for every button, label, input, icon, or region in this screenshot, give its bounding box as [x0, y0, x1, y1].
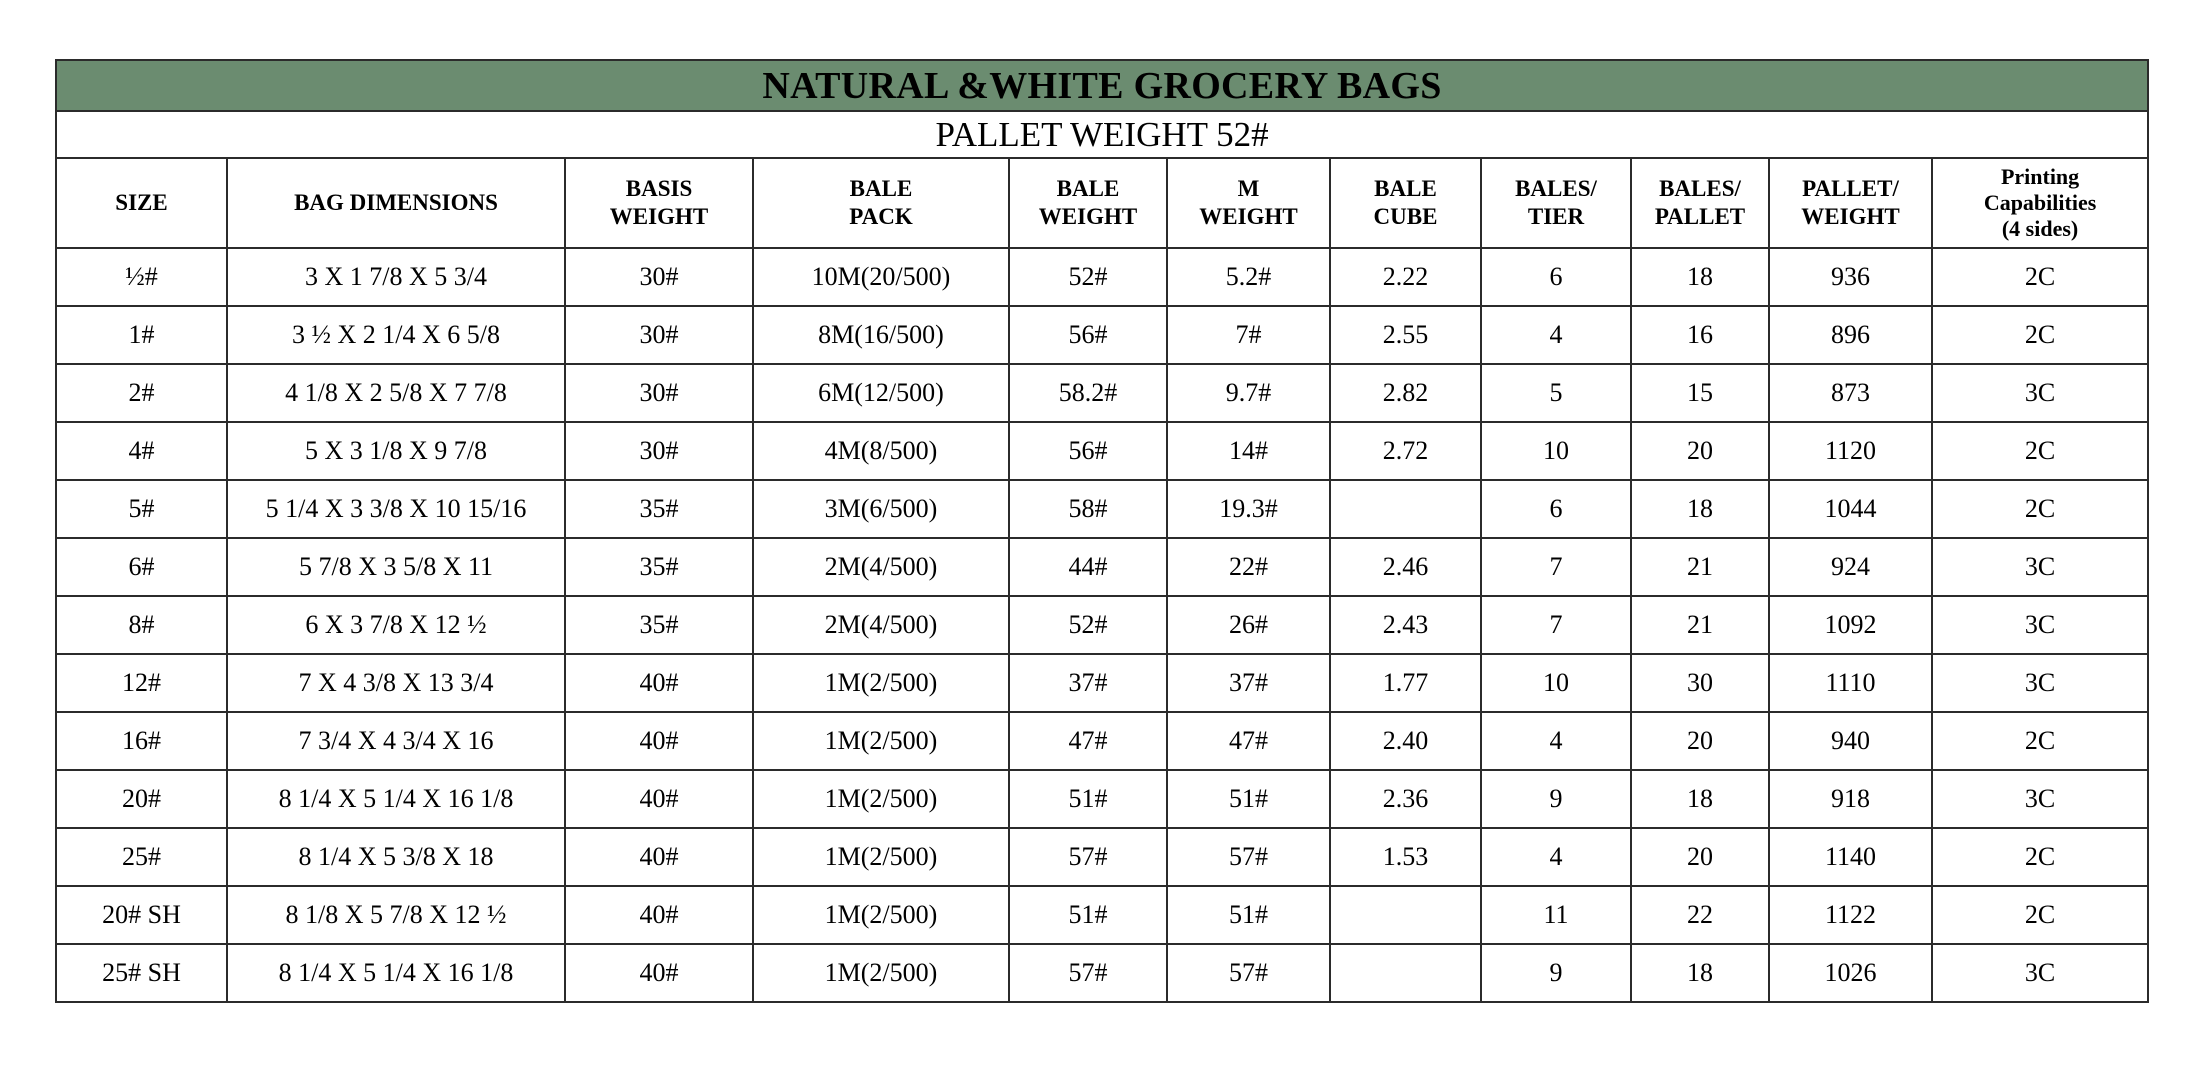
cell-printing-capabilities: 2C	[1932, 886, 2148, 944]
column-header-size	[56, 158, 227, 248]
cell-m-weight: 22#	[1167, 538, 1330, 596]
cell-bales-per-tier: 4	[1481, 828, 1631, 886]
cell-bag-dimensions: 8 1/4 X 5 3/8 X 18	[227, 828, 565, 886]
cell-bale-pack: 2M(4/500)	[753, 538, 1009, 596]
cell-bales-per-pallet: 21	[1631, 538, 1769, 596]
cell-pallet-weight: 1026	[1769, 944, 1932, 1002]
cell-bales-per-pallet: 20	[1631, 828, 1769, 886]
cell-m-weight: 37#	[1167, 654, 1330, 712]
column-header-line: BALES/	[1659, 176, 1741, 201]
cell-basis-weight: 35#	[565, 538, 753, 596]
cell-m-weight: 7#	[1167, 306, 1330, 364]
cell-m-weight: 14#	[1167, 422, 1330, 480]
cell-basis-weight: 30#	[565, 422, 753, 480]
cell-pallet-weight: 1044	[1769, 480, 1932, 538]
cell-pallet-weight: 873	[1769, 364, 1932, 422]
cell-bale-cube: 2.46	[1330, 538, 1481, 596]
cell-bales-per-pallet: 18	[1631, 480, 1769, 538]
cell-basis-weight: 40#	[565, 828, 753, 886]
table-row	[56, 886, 2148, 944]
cell-bale-pack: 10M(20/500)	[753, 248, 1009, 306]
column-header-line: WEIGHT	[1199, 204, 1298, 229]
cell-bales-per-pallet: 16	[1631, 306, 1769, 364]
cell-bale-weight: 52#	[1009, 248, 1167, 306]
cell-basis-weight: 40#	[565, 654, 753, 712]
cell-bale-pack: 1M(2/500)	[753, 886, 1009, 944]
cell-m-weight: 51#	[1167, 770, 1330, 828]
cell-bag-dimensions: 5 1/4 X 3 3/8 X 10 15/16	[227, 480, 565, 538]
cell-pallet-weight: 896	[1769, 306, 1932, 364]
cell-bag-dimensions: 8 1/4 X 5 1/4 X 16 1/8	[227, 944, 565, 1002]
column-header-basis-weight	[565, 158, 753, 248]
column-header-line: BASIS	[625, 176, 693, 201]
cell-m-weight: 5.2#	[1167, 248, 1330, 306]
cell-m-weight: 47#	[1167, 712, 1330, 770]
cell-m-weight: 51#	[1167, 886, 1330, 944]
cell-bales-per-tier: 6	[1481, 480, 1631, 538]
cell-bale-cube	[1330, 944, 1481, 1002]
column-header-bale-cube	[1330, 158, 1481, 248]
cell-bag-dimensions: 3 ½ X 2 1/4 X 6 5/8	[227, 306, 565, 364]
cell-bale-cube: 2.43	[1330, 596, 1481, 654]
cell-bales-per-tier: 9	[1481, 944, 1631, 1002]
column-header-line: BALE	[1374, 176, 1437, 201]
table-row	[56, 422, 2148, 480]
cell-size: 5#	[56, 480, 227, 538]
cell-size: 16#	[56, 712, 227, 770]
cell-bag-dimensions: 4 1/8 X 2 5/8 X 7 7/8	[227, 364, 565, 422]
cell-bales-per-tier: 11	[1481, 886, 1631, 944]
cell-printing-capabilities: 3C	[1932, 770, 2148, 828]
cell-size: 1#	[56, 306, 227, 364]
cell-bales-per-tier: 9	[1481, 770, 1631, 828]
cell-printing-capabilities: 3C	[1932, 364, 2148, 422]
table-row	[56, 712, 2148, 770]
cell-bag-dimensions: 5 7/8 X 3 5/8 X 11	[227, 538, 565, 596]
column-header-line: PALLET	[1654, 204, 1746, 229]
column-header-bales-per-tier	[1481, 158, 1631, 248]
cell-pallet-weight: 1140	[1769, 828, 1932, 886]
cell-basis-weight: 40#	[565, 712, 753, 770]
column-header-bale-pack	[753, 158, 1009, 248]
column-header-bale-weight	[1009, 158, 1167, 248]
cell-bale-cube	[1330, 480, 1481, 538]
cell-pallet-weight: 1120	[1769, 422, 1932, 480]
cell-pallet-weight: 1110	[1769, 654, 1932, 712]
cell-bale-weight: 57#	[1009, 828, 1167, 886]
cell-bales-per-pallet: 18	[1631, 944, 1769, 1002]
table-row	[56, 654, 2148, 712]
cell-bale-pack: 8M(16/500)	[753, 306, 1009, 364]
cell-bale-cube: 2.36	[1330, 770, 1481, 828]
column-header-line: TIER	[1527, 204, 1585, 229]
column-header-line: Printing	[2000, 164, 2080, 189]
column-header-line: PALLET/	[1802, 176, 1899, 201]
grocery-bags-table	[55, 59, 2149, 1003]
cell-bag-dimensions: 7 X 4 3/8 X 13 3/4	[227, 654, 565, 712]
cell-bales-per-pallet: 20	[1631, 422, 1769, 480]
cell-bag-dimensions: 7 3/4 X 4 3/4 X 16	[227, 712, 565, 770]
column-header-line: SIZE	[115, 190, 168, 215]
cell-printing-capabilities: 3C	[1932, 944, 2148, 1002]
cell-bag-dimensions: 8 1/4 X 5 1/4 X 16 1/8	[227, 770, 565, 828]
table-body	[56, 248, 2148, 1002]
column-header-line: (4 sides)	[2001, 216, 2079, 241]
cell-pallet-weight: 1122	[1769, 886, 1932, 944]
cell-bale-pack: 4M(8/500)	[753, 422, 1009, 480]
cell-bales-per-pallet: 15	[1631, 364, 1769, 422]
cell-bales-per-tier: 7	[1481, 596, 1631, 654]
cell-basis-weight: 30#	[565, 248, 753, 306]
cell-bales-per-tier: 4	[1481, 712, 1631, 770]
cell-bag-dimensions: 6 X 3 7/8 X 12 ½	[227, 596, 565, 654]
column-header-row	[56, 158, 2148, 248]
cell-bales-per-pallet: 20	[1631, 712, 1769, 770]
cell-bale-weight: 51#	[1009, 770, 1167, 828]
cell-bale-weight: 37#	[1009, 654, 1167, 712]
cell-bag-dimensions: 5 X 3 1/8 X 9 7/8	[227, 422, 565, 480]
column-header-line: WEIGHT	[1038, 204, 1138, 229]
cell-bale-weight: 52#	[1009, 596, 1167, 654]
cell-basis-weight: 40#	[565, 886, 753, 944]
cell-pallet-weight: 940	[1769, 712, 1932, 770]
cell-bale-pack: 3M(6/500)	[753, 480, 1009, 538]
column-header-line: PACK	[849, 204, 913, 229]
cell-m-weight: 9.7#	[1167, 364, 1330, 422]
cell-bale-weight: 56#	[1009, 306, 1167, 364]
cell-bag-dimensions: 8 1/8 X 5 7/8 X 12 ½	[227, 886, 565, 944]
cell-pallet-weight: 918	[1769, 770, 1932, 828]
cell-m-weight: 26#	[1167, 596, 1330, 654]
cell-bale-cube: 2.55	[1330, 306, 1481, 364]
cell-bale-weight: 47#	[1009, 712, 1167, 770]
cell-bales-per-tier: 7	[1481, 538, 1631, 596]
cell-size: 25#	[56, 828, 227, 886]
cell-bales-per-tier: 6	[1481, 248, 1631, 306]
table-row	[56, 596, 2148, 654]
column-header-line: Capabilities	[1983, 190, 2097, 215]
cell-pallet-weight: 1092	[1769, 596, 1932, 654]
cell-size: 20#	[56, 770, 227, 828]
cell-m-weight: 19.3#	[1167, 480, 1330, 538]
cell-size: 25# SH	[56, 944, 227, 1002]
cell-bale-pack: 1M(2/500)	[753, 828, 1009, 886]
cell-printing-capabilities: 3C	[1932, 538, 2148, 596]
cell-bales-per-pallet: 18	[1631, 248, 1769, 306]
cell-bales-per-pallet: 21	[1631, 596, 1769, 654]
column-header-bag-dimensions	[227, 158, 565, 248]
cell-bale-pack: 1M(2/500)	[753, 944, 1009, 1002]
cell-printing-capabilities: 3C	[1932, 596, 2148, 654]
column-header-line: WEIGHT	[1801, 204, 1900, 229]
cell-pallet-weight: 936	[1769, 248, 1932, 306]
column-header-line: BALES/	[1515, 176, 1597, 201]
cell-printing-capabilities: 2C	[1932, 422, 2148, 480]
cell-printing-capabilities: 3C	[1932, 654, 2148, 712]
table-row	[56, 538, 2148, 596]
column-header-bales-per-pallet	[1631, 158, 1769, 248]
cell-bale-pack: 1M(2/500)	[753, 654, 1009, 712]
cell-printing-capabilities: 2C	[1932, 828, 2148, 886]
cell-basis-weight: 30#	[565, 306, 753, 364]
cell-bales-per-pallet: 18	[1631, 770, 1769, 828]
cell-bales-per-pallet: 30	[1631, 654, 1769, 712]
cell-size: 6#	[56, 538, 227, 596]
cell-bales-per-pallet: 22	[1631, 886, 1769, 944]
cell-m-weight: 57#	[1167, 828, 1330, 886]
cell-size: 2#	[56, 364, 227, 422]
column-header-pallet-weight	[1769, 158, 1932, 248]
column-header-printing-capabilities	[1932, 158, 2148, 248]
cell-bales-per-tier: 10	[1481, 654, 1631, 712]
cell-basis-weight: 40#	[565, 770, 753, 828]
cell-size: 20# SH	[56, 886, 227, 944]
cell-printing-capabilities: 2C	[1932, 480, 2148, 538]
cell-size: ½#	[56, 248, 227, 306]
table-subtitle: PALLET WEIGHT 52#	[56, 111, 2148, 158]
cell-bale-weight: 51#	[1009, 886, 1167, 944]
cell-basis-weight: 30#	[565, 364, 753, 422]
cell-bale-pack: 1M(2/500)	[753, 712, 1009, 770]
cell-bale-cube: 2.40	[1330, 712, 1481, 770]
column-header-line: BAG DIMENSIONS	[294, 190, 498, 215]
cell-bales-per-tier: 4	[1481, 306, 1631, 364]
cell-bale-weight: 44#	[1009, 538, 1167, 596]
cell-printing-capabilities: 2C	[1932, 248, 2148, 306]
column-header-line: CUBE	[1373, 204, 1438, 229]
cell-basis-weight: 35#	[565, 480, 753, 538]
column-header-m-weight	[1167, 158, 1330, 248]
cell-size: 12#	[56, 654, 227, 712]
cell-bale-cube: 1.53	[1330, 828, 1481, 886]
table-row	[56, 944, 2148, 1002]
table-title: NATURAL &WHITE GROCERY BAGS	[56, 60, 2148, 111]
table-row	[56, 770, 2148, 828]
column-header-line: BALE	[1056, 176, 1120, 201]
cell-bale-weight: 58.2#	[1009, 364, 1167, 422]
cell-bale-cube	[1330, 886, 1481, 944]
cell-bale-weight: 58#	[1009, 480, 1167, 538]
cell-bale-cube: 1.77	[1330, 654, 1481, 712]
cell-bales-per-tier: 10	[1481, 422, 1631, 480]
cell-size: 8#	[56, 596, 227, 654]
table-row	[56, 306, 2148, 364]
column-header-line: M	[1237, 176, 1260, 201]
cell-printing-capabilities: 2C	[1932, 306, 2148, 364]
cell-bale-cube: 2.72	[1330, 422, 1481, 480]
column-header-line: BALE	[849, 176, 913, 201]
cell-bale-cube: 2.82	[1330, 364, 1481, 422]
cell-printing-capabilities: 2C	[1932, 712, 2148, 770]
cell-bale-pack: 6M(12/500)	[753, 364, 1009, 422]
table-row	[56, 480, 2148, 538]
cell-bag-dimensions: 3 X 1 7/8 X 5 3/4	[227, 248, 565, 306]
cell-bale-pack: 1M(2/500)	[753, 770, 1009, 828]
cell-basis-weight: 40#	[565, 944, 753, 1002]
cell-m-weight: 57#	[1167, 944, 1330, 1002]
cell-bales-per-tier: 5	[1481, 364, 1631, 422]
table-row	[56, 248, 2148, 306]
cell-bale-weight: 57#	[1009, 944, 1167, 1002]
cell-bale-cube: 2.22	[1330, 248, 1481, 306]
cell-bale-weight: 56#	[1009, 422, 1167, 480]
table-row	[56, 364, 2148, 422]
cell-basis-weight: 35#	[565, 596, 753, 654]
cell-bale-pack: 2M(4/500)	[753, 596, 1009, 654]
cell-pallet-weight: 924	[1769, 538, 1932, 596]
table-row	[56, 828, 2148, 886]
column-header-line: WEIGHT	[609, 204, 709, 229]
cell-size: 4#	[56, 422, 227, 480]
